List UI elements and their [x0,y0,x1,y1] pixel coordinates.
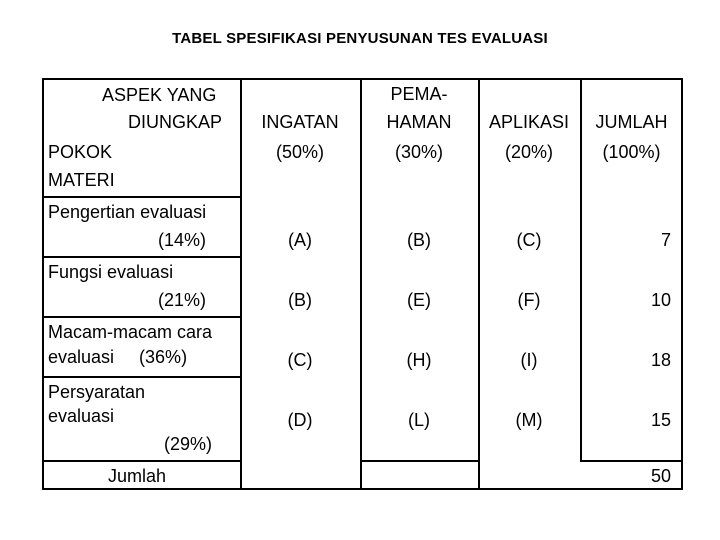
header-material-line2: MATERI [48,170,115,190]
row-label: Macam-macam cara [48,322,213,342]
divider-horizontal [580,460,681,462]
row-label-pct: (21%) [158,290,207,310]
column-header-aplikasi-pct: (20%) [504,142,553,162]
divider-horizontal [44,316,240,318]
table-cell: (E) [407,290,431,310]
row-label-line2: evaluasi [48,406,115,426]
divider-horizontal [44,256,240,258]
table-cell: (M) [515,410,543,430]
row-label-pct: (14%) [158,230,207,250]
header-aspect-line2: DIUNGKAP [128,112,223,132]
table-cell: (C) [516,230,542,250]
table-cell: (D) [287,410,313,430]
divider-horizontal [44,376,240,378]
column-header-pemahaman-pct: (30%) [394,142,443,162]
table-cell-total: 18 [650,350,671,370]
column-header-ingatan: INGATAN [261,112,339,132]
table-cell-total: 10 [650,290,671,310]
column-header-jumlah-pct: (100%) [602,142,661,162]
table-cell-total: 15 [650,410,671,430]
footer-label: Jumlah [108,466,167,486]
divider-horizontal [44,196,240,198]
row-label-line2: evaluasi (36%) [48,347,188,367]
footer-total: 50 [650,466,671,486]
row-label: Persyaratan [48,382,146,402]
row-label: Fungsi evaluasi [48,262,174,282]
row-label-pct: (29%) [164,434,213,454]
header-aspect-line1: ASPEK YANG [102,85,217,105]
header-material-line1: POKOK [48,142,113,162]
column-header-ingatan-pct: (50%) [275,142,324,162]
row-label: Pengertian evaluasi [48,202,207,222]
table-cell: (B) [288,290,312,310]
divider-vertical [580,80,582,460]
divider-horizontal [44,460,240,462]
column-header-pemahaman-line1: PEMA- [390,84,448,104]
page-title: TABEL SPESIFIKASI PENYUSUNAN TES EVALUASI [172,30,548,47]
table-cell-total: 7 [660,230,671,250]
table-cell: (H) [406,350,432,370]
table-cell: (B) [407,230,431,250]
column-header-jumlah: JUMLAH [595,112,668,132]
column-header-aplikasi: APLIKASI [488,112,570,132]
table-cell: (L) [408,410,430,430]
column-header-pemahaman-line2: HAMAN [386,112,452,132]
table-cell: (I) [520,350,538,370]
table-cell: (C) [287,350,313,370]
divider-horizontal [360,460,478,462]
table-cell: (A) [288,230,312,250]
table-cell: (F) [517,290,541,310]
